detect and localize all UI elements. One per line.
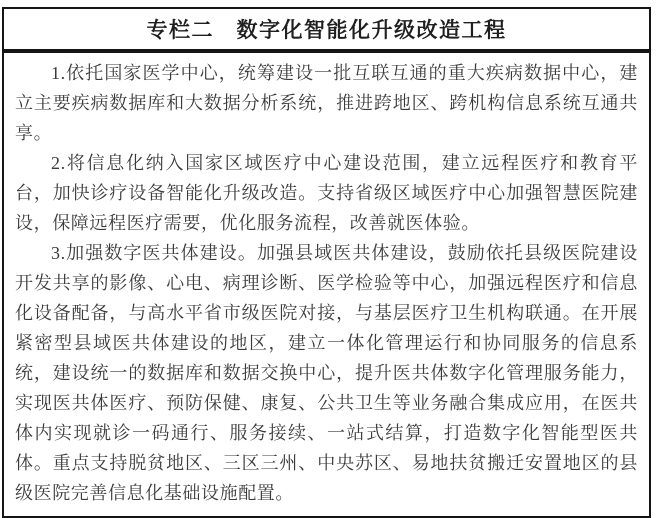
policy-panel	[2, 7, 651, 518]
panel-body	[2, 51, 651, 518]
panel-title-box	[2, 7, 651, 51]
paragraph-3: 3.加强数字医共体建设。加强县域医共体建设，鼓励依托县级医院建设开发共享的影像、心电、病理诊断、医学检验等中心，加强远程医疗和信息化设备配备，与高水平省市级医院对接，与基层医疗卫生机构联通。在开展紧密型县域医共体建设的地区，建立一体化管理运行和协同服务的信息系统，建设统一的数据库和数据交换中心，提升医共体数字化管理服务能力，实现医共体医疗、预防保健、康复、公共卫生等业务融合集成应用，在医共体内实现就诊一码通行、服务接续、一站式结算，打造数字化智能型医共体。重点支持脱贫地区、三区三州、中央苏区、易地扶贫搬迁安置地区的县级医院完善信息化基础设施配置。	[15, 243, 638, 503]
panel-title: 专栏二 数字化智能化升级改造工程	[146, 19, 507, 42]
paragraph-2: 2.将信息化纳入国家区域医疗中心建设范围，建立远程医疗和教育平台，加快诊疗设备智能化升级改造。支持省级区域医疗中心加强智慧医院建设，保障远程医疗需要，优化服务流程，改善就医体验。	[15, 153, 638, 233]
paragraph-1: 1.依托国家医学中心，统筹建设一批互联互通的重大疾病数据中心，建立主要疾病数据库和大数据分析系统，推进跨地区、跨机构信息系统互通共享。	[15, 63, 638, 143]
